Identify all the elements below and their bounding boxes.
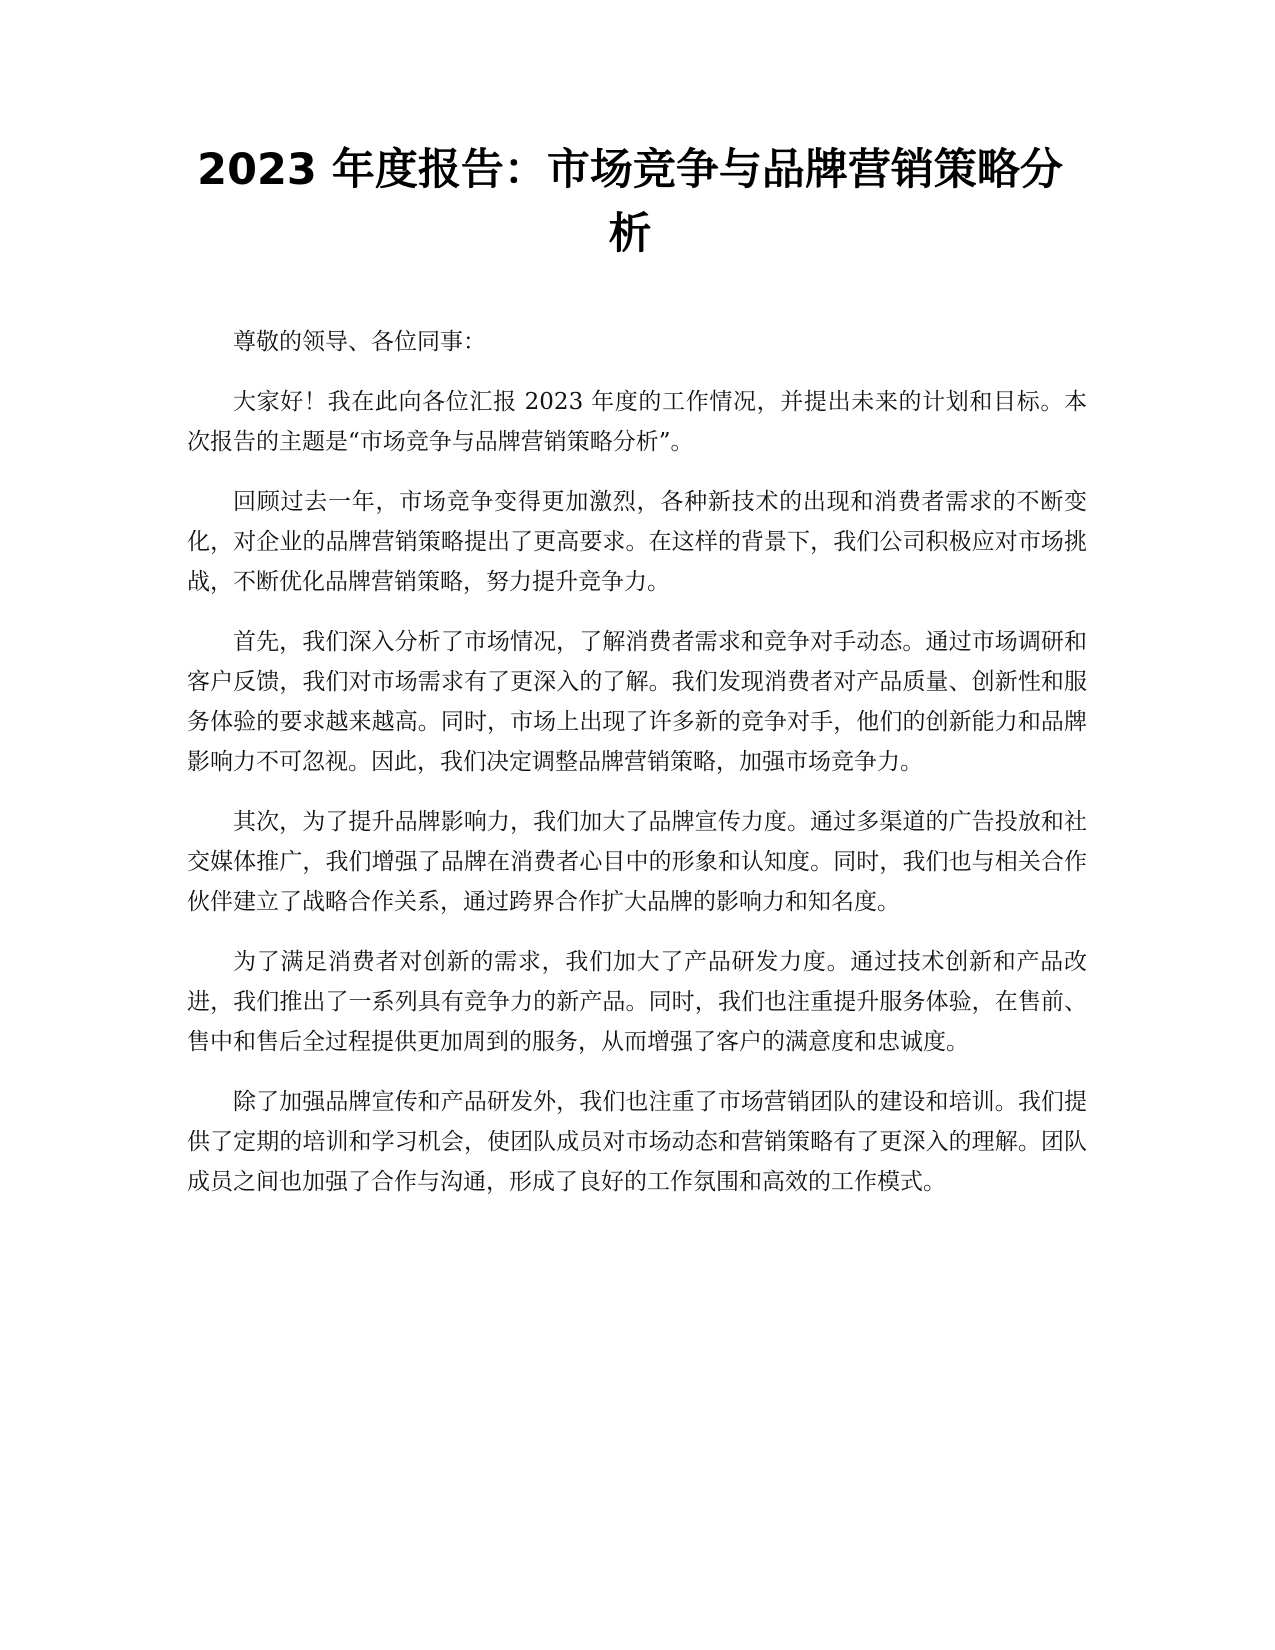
document-body bbox=[187, 322, 1087, 1222]
team-building-paragraph: 除了加强品牌宣传和产品研发外，我们也注重了市场营销团队的建设和培训。我们提供了定期的培训和学习机会，使团队成员对市场动态和营销策略有了更深入的理解。团队成员之间也加强了合作与沟通，形成了良好的工作氛围和高效的工作模式。 bbox=[187, 1089, 1087, 1195]
document-title: 2023 年度报告：市场竞争与品牌营销策略分析 bbox=[197, 145, 1063, 259]
market-analysis-paragraph: 首先，我们深入分析了市场情况，了解消费者需求和竞争对手动态。通过市场调研和客户反馈，我们对市场需求有了更深入的了解。我们发现消费者对产品质量、创新性和服务体验的要求越来越高。同时，市场上出现了许多新的竞争对手，他们的创新能力和品牌影响力不可忽视。因此，我们决定调整品牌营销策略，加强市场竞争力。 bbox=[187, 629, 1087, 775]
brand-promotion-paragraph: 其次，为了提升品牌影响力，我们加大了品牌宣传力度。通过多渠道的广告投放和社交媒体推广，我们增强了品牌在消费者心目中的形象和认知度。同时，我们也与相关合作伙伴建立了战略合作关系，通过跨界合作扩大品牌的影响力和知名度。 bbox=[187, 809, 1087, 915]
review-paragraph: 回顾过去一年，市场竞争变得更加激烈，各种新技术的出现和消费者需求的不断变化，对企业的品牌营销策略提出了更高要求。在这样的背景下，我们公司积极应对市场挑战，不断优化品牌营销策略，努力提升竞争力。 bbox=[187, 489, 1087, 595]
intro-paragraph: 大家好！我在此向各位汇报 2023 年度的工作情况，并提出未来的计划和目标。本次报告的主题是“市场竞争与品牌营销策略分析”。 bbox=[187, 389, 1087, 455]
product-development-paragraph: 为了满足消费者对创新的需求，我们加大了产品研发力度。通过技术创新和产品改进，我们推出了一系列具有竞争力的新产品。同时，我们也注重提升服务体验，在售前、售中和售后全过程提供更加周到的服务，从而增强了客户的满意度和忠诚度。 bbox=[187, 949, 1087, 1055]
salutation-paragraph: 尊敬的领导、各位同事： bbox=[233, 329, 486, 355]
